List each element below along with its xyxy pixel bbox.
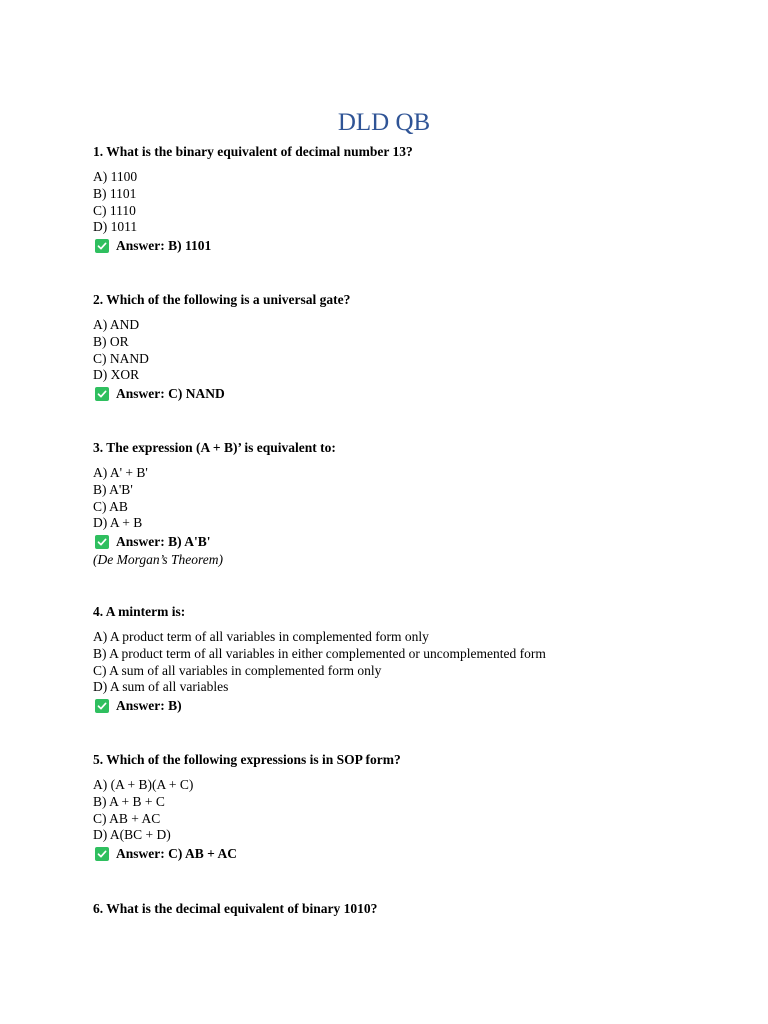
option-item: A) (A + B)(A + C) (93, 777, 194, 792)
question-text: 3. The expression (A + B)’ is equivalent to: (93, 440, 336, 455)
question-text: 2. Which of the following is a universal gate? (93, 292, 351, 307)
option-item: C) NAND (93, 350, 149, 366)
question-text: 6. What is the decimal equivalent of binary 1010? (93, 901, 378, 916)
check-mark-icon (95, 535, 109, 549)
answer-text: Answer: B) 1101 (116, 238, 212, 254)
option-item: B) 1101 (93, 185, 137, 201)
answer-text: Answer: C) NAND (116, 386, 225, 402)
question-text: 1. What is the binary equivalent of decimal number 13? (93, 144, 413, 159)
check-mark-icon (95, 699, 109, 713)
answer-line (93, 237, 713, 255)
option-list (93, 777, 713, 844)
answer-line (93, 697, 713, 715)
question-block (93, 143, 713, 255)
question-block (93, 439, 713, 568)
option-item: B) A product term of all variables in either complemented or uncomplemented form (93, 645, 546, 661)
option-item: D) A + B (93, 515, 143, 531)
option-item: A) A product term of all variables in complemented form only (93, 629, 429, 644)
answer-line (93, 845, 713, 863)
check-mark-icon (95, 239, 109, 253)
answer-text: Answer: C) AB + AC (116, 846, 237, 862)
question-block (93, 291, 713, 403)
option-item: B) A + B + C (93, 793, 165, 809)
option-item: B) OR (93, 333, 129, 349)
answer-line (93, 533, 713, 551)
option-item: D) 1011 (93, 219, 138, 235)
option-item: A) A' + B' (93, 465, 148, 480)
question-text: 5. Which of the following expressions is in SOP form? (93, 752, 401, 767)
question-block (93, 603, 713, 715)
option-list (93, 465, 713, 532)
option-item: C) A sum of all variables in complemented form only (93, 662, 382, 678)
question-block (93, 751, 713, 863)
answer-text: Answer: B) A'B' (116, 534, 211, 550)
option-item: A) AND (93, 317, 140, 332)
option-item: C) AB (93, 498, 128, 514)
answer-text: Answer: B) (116, 698, 182, 714)
option-item: D) A sum of all variables (93, 679, 229, 695)
option-item: D) A(BC + D) (93, 827, 171, 843)
option-item: A) 1100 (93, 169, 138, 184)
option-list (93, 169, 713, 236)
option-item: B) A'B' (93, 481, 133, 497)
option-item: C) 1110 (93, 202, 136, 218)
check-mark-icon (95, 387, 109, 401)
answer-note: (De Morgan’s Theorem) (93, 552, 223, 568)
question-text: 4. A minterm is: (93, 604, 186, 619)
question-block (93, 900, 713, 918)
option-item: C) AB + AC (93, 810, 161, 826)
document-title: DLD QB (337, 109, 431, 136)
option-list (93, 629, 713, 696)
check-mark-icon (95, 847, 109, 861)
option-list (93, 317, 713, 384)
option-item: D) XOR (93, 367, 140, 383)
answer-line (93, 385, 713, 403)
